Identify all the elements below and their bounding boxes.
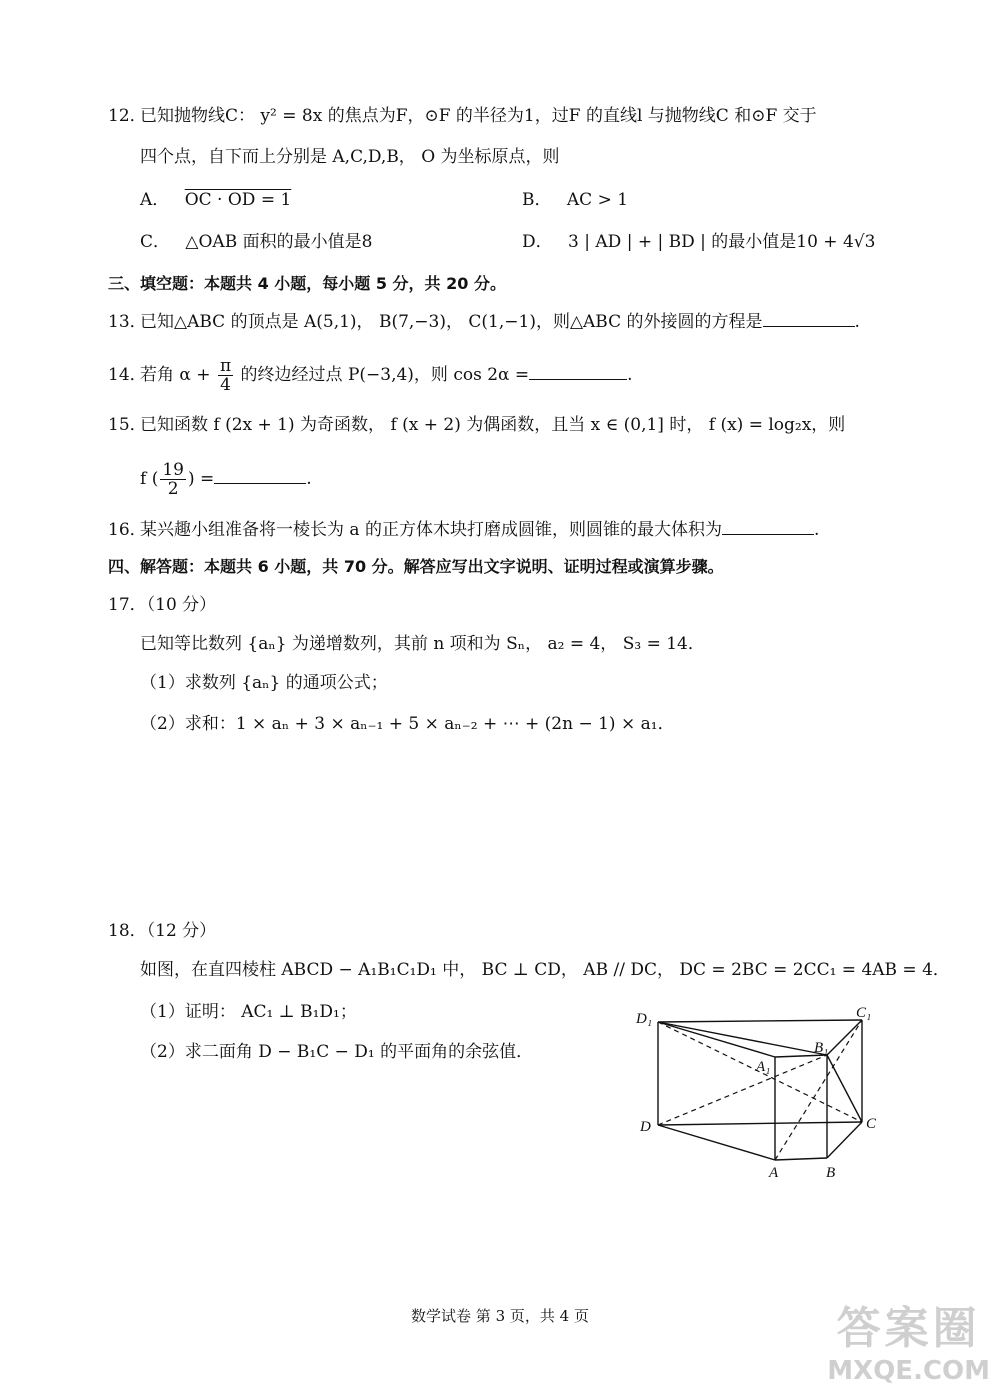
edge-b1-c1	[827, 1020, 862, 1055]
watermark-logo-text: 答案圈	[836, 1303, 981, 1354]
q12-option-c-text: △OAB 面积的最小值是8	[185, 232, 373, 252]
q12-option-d	[522, 230, 875, 254]
q12-option-d-label: D．	[522, 232, 553, 252]
q12-stem-line1: 已知抛物线C： y² = 8x 的焦点为F，⊙F 的半径为1，过F 的直线l 与抛物线C 和⊙F 交于	[140, 106, 817, 126]
q16-end: .	[813, 520, 820, 540]
edge-d1-c1	[658, 1020, 862, 1022]
q15-frac-num: 19	[162, 460, 184, 480]
q14-row	[140, 352, 633, 398]
q15-f-pre: f (	[140, 469, 159, 489]
label-b1: B₁	[814, 1040, 829, 1056]
edge-d1-a1	[658, 1022, 775, 1057]
q12-option-b	[522, 188, 628, 212]
q12-option-b-label: B．	[522, 190, 552, 210]
answer-blank[interactable]	[529, 363, 627, 380]
q18-stem: 如图，在直四棱柱 ABCD − A₁B₁C₁D₁ 中， BC ⊥ CD， AB // DC， DC = 2BC = 2CC₁ = 4AB = 4．	[140, 960, 950, 980]
q15-frac-den: 2	[167, 479, 179, 499]
edge-d1-b1	[658, 1022, 827, 1055]
q15-line1: 已知函数 f (2x + 1) 为奇函数， f (x + 2) 为偶函数，且当 x ∈ (0,1] 时， f (x) = log₂x，则	[140, 415, 846, 435]
q15-fraction	[160, 461, 186, 498]
prism-figure	[630, 1000, 890, 1180]
q14-number: 14．	[108, 365, 147, 385]
section-4-title: 四、解答题：本题共 6 小题，共 70 分。解答应写出文字说明、证明过程或演算步骤。	[108, 557, 724, 576]
q17-part2: （2）求和：1 × aₙ + 3 × aₙ₋₁ + 5 × aₙ₋₂ + ⋯ + (2n − 1) × a₁．	[140, 714, 675, 734]
q12-option-a-text: OC · OD = 1	[184, 190, 292, 210]
q14-frac-den: 4	[220, 375, 231, 395]
answer-blank[interactable]	[214, 467, 306, 484]
watermark-url: MXQE.COM	[827, 1356, 990, 1386]
label-c: C	[866, 1116, 877, 1132]
edge-d-b1-dashed	[658, 1055, 827, 1125]
q13-number: 13．	[108, 312, 147, 332]
q12-number: 12．	[108, 106, 147, 126]
watermark	[827, 1292, 990, 1386]
q13-end: .	[854, 312, 860, 332]
label-d1: D₁	[636, 1011, 653, 1027]
label-d: D	[640, 1119, 651, 1135]
q16-row	[140, 518, 819, 542]
q17-header: 17．（10 分）	[108, 595, 217, 615]
q12-option-a-label: A．	[140, 190, 170, 210]
answer-blank[interactable]	[722, 518, 814, 535]
q12-option-c	[140, 230, 372, 254]
q15-number: 15．	[108, 415, 147, 435]
label-a1: A₁	[756, 1059, 771, 1075]
q15-row2	[140, 456, 312, 502]
q12-option-c-label: C．	[140, 232, 171, 252]
q13-text: 已知△ABC 的顶点是 A(5,1)， B(7,−3)， C(1,−1)，则△ABC 的外接圆的方程是	[140, 312, 763, 332]
q18-part1: （1）证明： AC₁ ⊥ B₁D₁；	[140, 1002, 357, 1022]
q17-stem: 已知等比数列 {aₙ} 为递增数列，其前 n 项和为 Sₙ， a₂ = 4， S₃ = 14．	[140, 634, 705, 654]
edge-a-b	[775, 1158, 827, 1160]
page-footer: 数学试卷 第 3 页，共 4 页	[411, 1307, 589, 1325]
q15-f-post: ) =	[187, 469, 215, 489]
section-3-title: 三、填空题：本题共 4 小题，每小题 5 分，共 20 分。	[108, 274, 506, 293]
q12-stem-line2: 四个点，自下而上分别是 A,C,D,B， O 为坐标原点，则	[140, 147, 560, 167]
q12-option-b-text: AC > 1	[566, 190, 629, 210]
q16-text: 某兴趣小组准备将一棱长为 a 的正方体木块打磨成圆锥，则圆锥的最大体积为	[140, 520, 722, 540]
q14-frac-num: π	[219, 356, 232, 376]
label-b: B	[826, 1165, 836, 1180]
q17-part1: （1）求数列 {aₙ} 的通项公式；	[140, 673, 388, 693]
answer-blank[interactable]	[763, 310, 855, 327]
q16-number: 16．	[108, 520, 147, 540]
q18-part2: （2）求二面角 D − B₁C − D₁ 的平面角的余弦值．	[140, 1042, 534, 1062]
q12-option-a	[140, 188, 291, 212]
q18-header: 18．（12 分）	[108, 921, 217, 941]
q14-text-pre: 若角 α +	[140, 365, 211, 385]
edge-b-c	[827, 1122, 862, 1158]
q14-end: .	[627, 365, 633, 385]
q14-fraction	[218, 357, 233, 394]
q13-row	[140, 310, 860, 334]
q15-end: .	[306, 469, 312, 489]
label-a: A	[769, 1165, 779, 1180]
edge-d-a	[658, 1125, 775, 1160]
edge-d-c	[658, 1122, 862, 1125]
q12-option-d-text: 3 | AD | + | BD | 的最小值是10 + 4√3	[568, 232, 876, 252]
edge-b1-c	[827, 1055, 862, 1122]
q14-text-post: 的终边经过点 P(−3,4)，则 cos 2α =	[240, 365, 530, 385]
label-c1: C₁	[856, 1005, 872, 1021]
